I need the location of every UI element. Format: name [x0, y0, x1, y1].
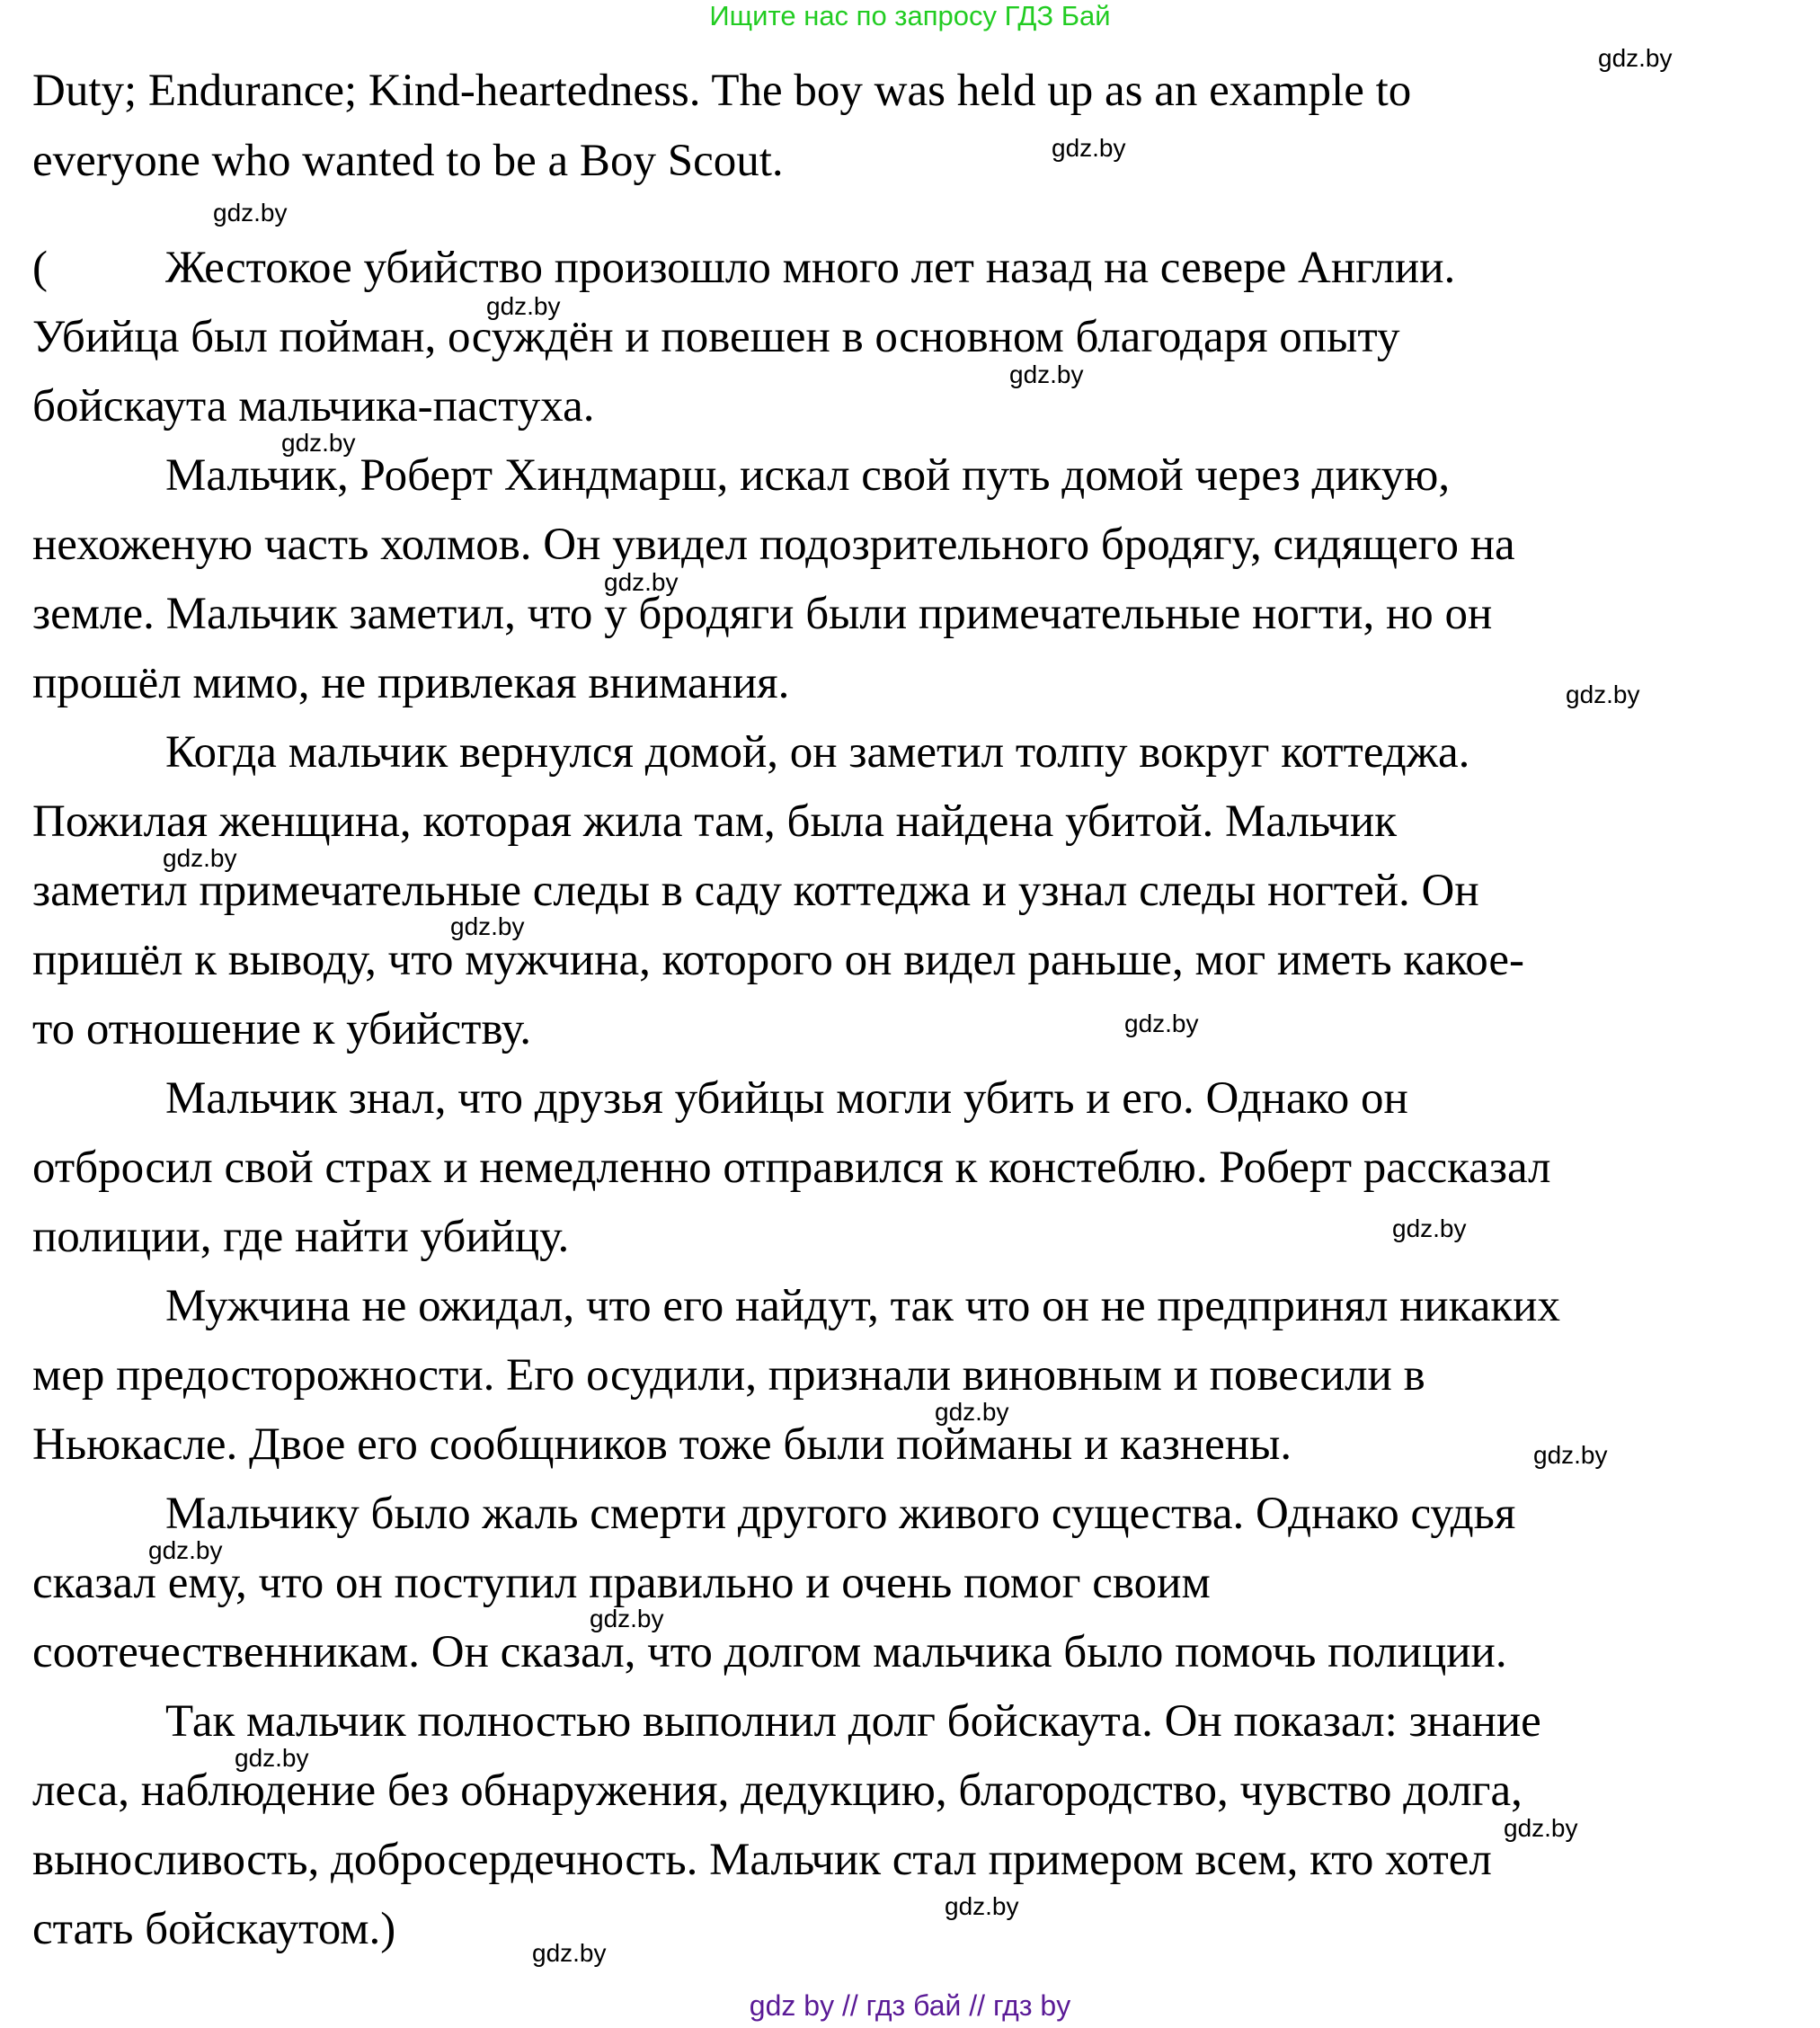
text-line: Пожилая женщина, которая жила там, была найдена убитой. Мальчик — [32, 796, 1398, 847]
watermark: gdz.by — [1598, 44, 1673, 72]
text-line: сказал ему, что он поступил правильно и очень помог своим — [32, 1558, 1211, 1608]
watermark: gdz.by — [1124, 1010, 1199, 1037]
watermark: gdz.by — [1009, 360, 1084, 388]
watermark: gdz.by — [1566, 680, 1640, 708]
watermark: gdz.by — [1533, 1441, 1608, 1469]
search-banner: Ищите нас по запросу ГДЗ Бай — [709, 0, 1111, 31]
watermark: gdz.by — [1392, 1214, 1467, 1242]
watermark: gdz.by — [532, 1939, 607, 1967]
watermark: gdz.by — [604, 568, 679, 596]
text-line: стать бойскаутом.) — [32, 1904, 396, 1954]
watermark: gdz.by — [281, 429, 356, 457]
text-line: леса, наблюдение без обнаружения, дедукцию, благородство, чувство долга, — [32, 1766, 1523, 1816]
text-line: пришёл к выводу, что мужчина, которого он видел раньше, мог иметь какое- — [32, 935, 1524, 985]
text-line: бойскаута мальчика-пастуха. — [32, 381, 595, 431]
watermark: gdz.by — [1504, 1814, 1578, 1842]
text-line: Жестокое убийство произошло много лет назад на севере Англии. — [165, 243, 1456, 293]
text-line: мер предосторожности. Его осудили, признали виновным и повесили в — [32, 1350, 1425, 1401]
watermark: gdz.by — [935, 1398, 1009, 1426]
text-line: отбросил свой страх и немедленно отправился к констеблю. Роберт рассказал — [32, 1143, 1551, 1193]
text-line: Когда мальчик вернулся домой, он заметил толпу вокруг коттеджа. — [165, 727, 1470, 778]
text-line: соотечественникам. Он сказал, что долгом мальчика было помочь полиции. — [32, 1627, 1507, 1677]
watermark: gdz.by — [450, 912, 525, 940]
watermark: gdz.by — [590, 1605, 664, 1632]
text-line: полиции, где найти убийцу. — [32, 1212, 570, 1262]
text-line: Мальчику было жаль смерти другого живого существа. Однако судья — [165, 1489, 1516, 1539]
watermark: gdz.by — [213, 199, 288, 227]
text-line: Мальчик, Роберт Хиндмарш, искал свой путь домой через дикую, — [165, 450, 1451, 501]
text-line: заметил примечательные следы в саду коттеджа и узнал следы ногтей. Он — [32, 866, 1479, 916]
footer-links: gdz by // гдз бай // гдз by — [749, 1989, 1071, 2022]
text-line: Так мальчик полностью выполнил долг бойскаута. Он показал: знание — [165, 1696, 1541, 1747]
watermark: gdz.by — [1052, 134, 1126, 162]
watermark: gdz.by — [163, 844, 237, 872]
text-line: Убийца был пойман, осуждён и повешен в основном благодаря опыту — [32, 312, 1400, 362]
text-line: Ньюкасле. Двое его сообщников тоже были пойманы и казнены. — [32, 1419, 1292, 1470]
text-line: Duty; Endurance; Kind-heartedness. The boy was held up as an example to — [32, 66, 1412, 116]
text-line: прошёл мимо, не привлекая внимания. — [32, 658, 790, 708]
text-line: земле. Мальчик заметил, что у бродяги были примечательные ногти, но он — [32, 589, 1493, 639]
text-line: everyone who wanted to be a Boy Scout. — [32, 136, 784, 186]
text-line: то отношение к убийству. — [32, 1004, 531, 1054]
watermark: gdz.by — [148, 1536, 223, 1564]
watermark: gdz.by — [235, 1744, 309, 1772]
watermark: gdz.by — [945, 1892, 1019, 1920]
watermark: gdz.by — [486, 292, 561, 320]
opening-parenthesis: ( — [32, 243, 48, 293]
text-line: Мальчик знал, что друзья убийцы могли убить и его. Однако он — [165, 1073, 1408, 1124]
text-line: Мужчина не ожидал, что его найдут, так что он не предпринял никаких — [165, 1281, 1560, 1331]
text-line: нехоженую часть холмов. Он увидел подозрительного бродягу, сидящего на — [32, 520, 1515, 570]
text-line: выносливость, добросердечность. Мальчик стал примером всем, кто хотел — [32, 1835, 1492, 1885]
